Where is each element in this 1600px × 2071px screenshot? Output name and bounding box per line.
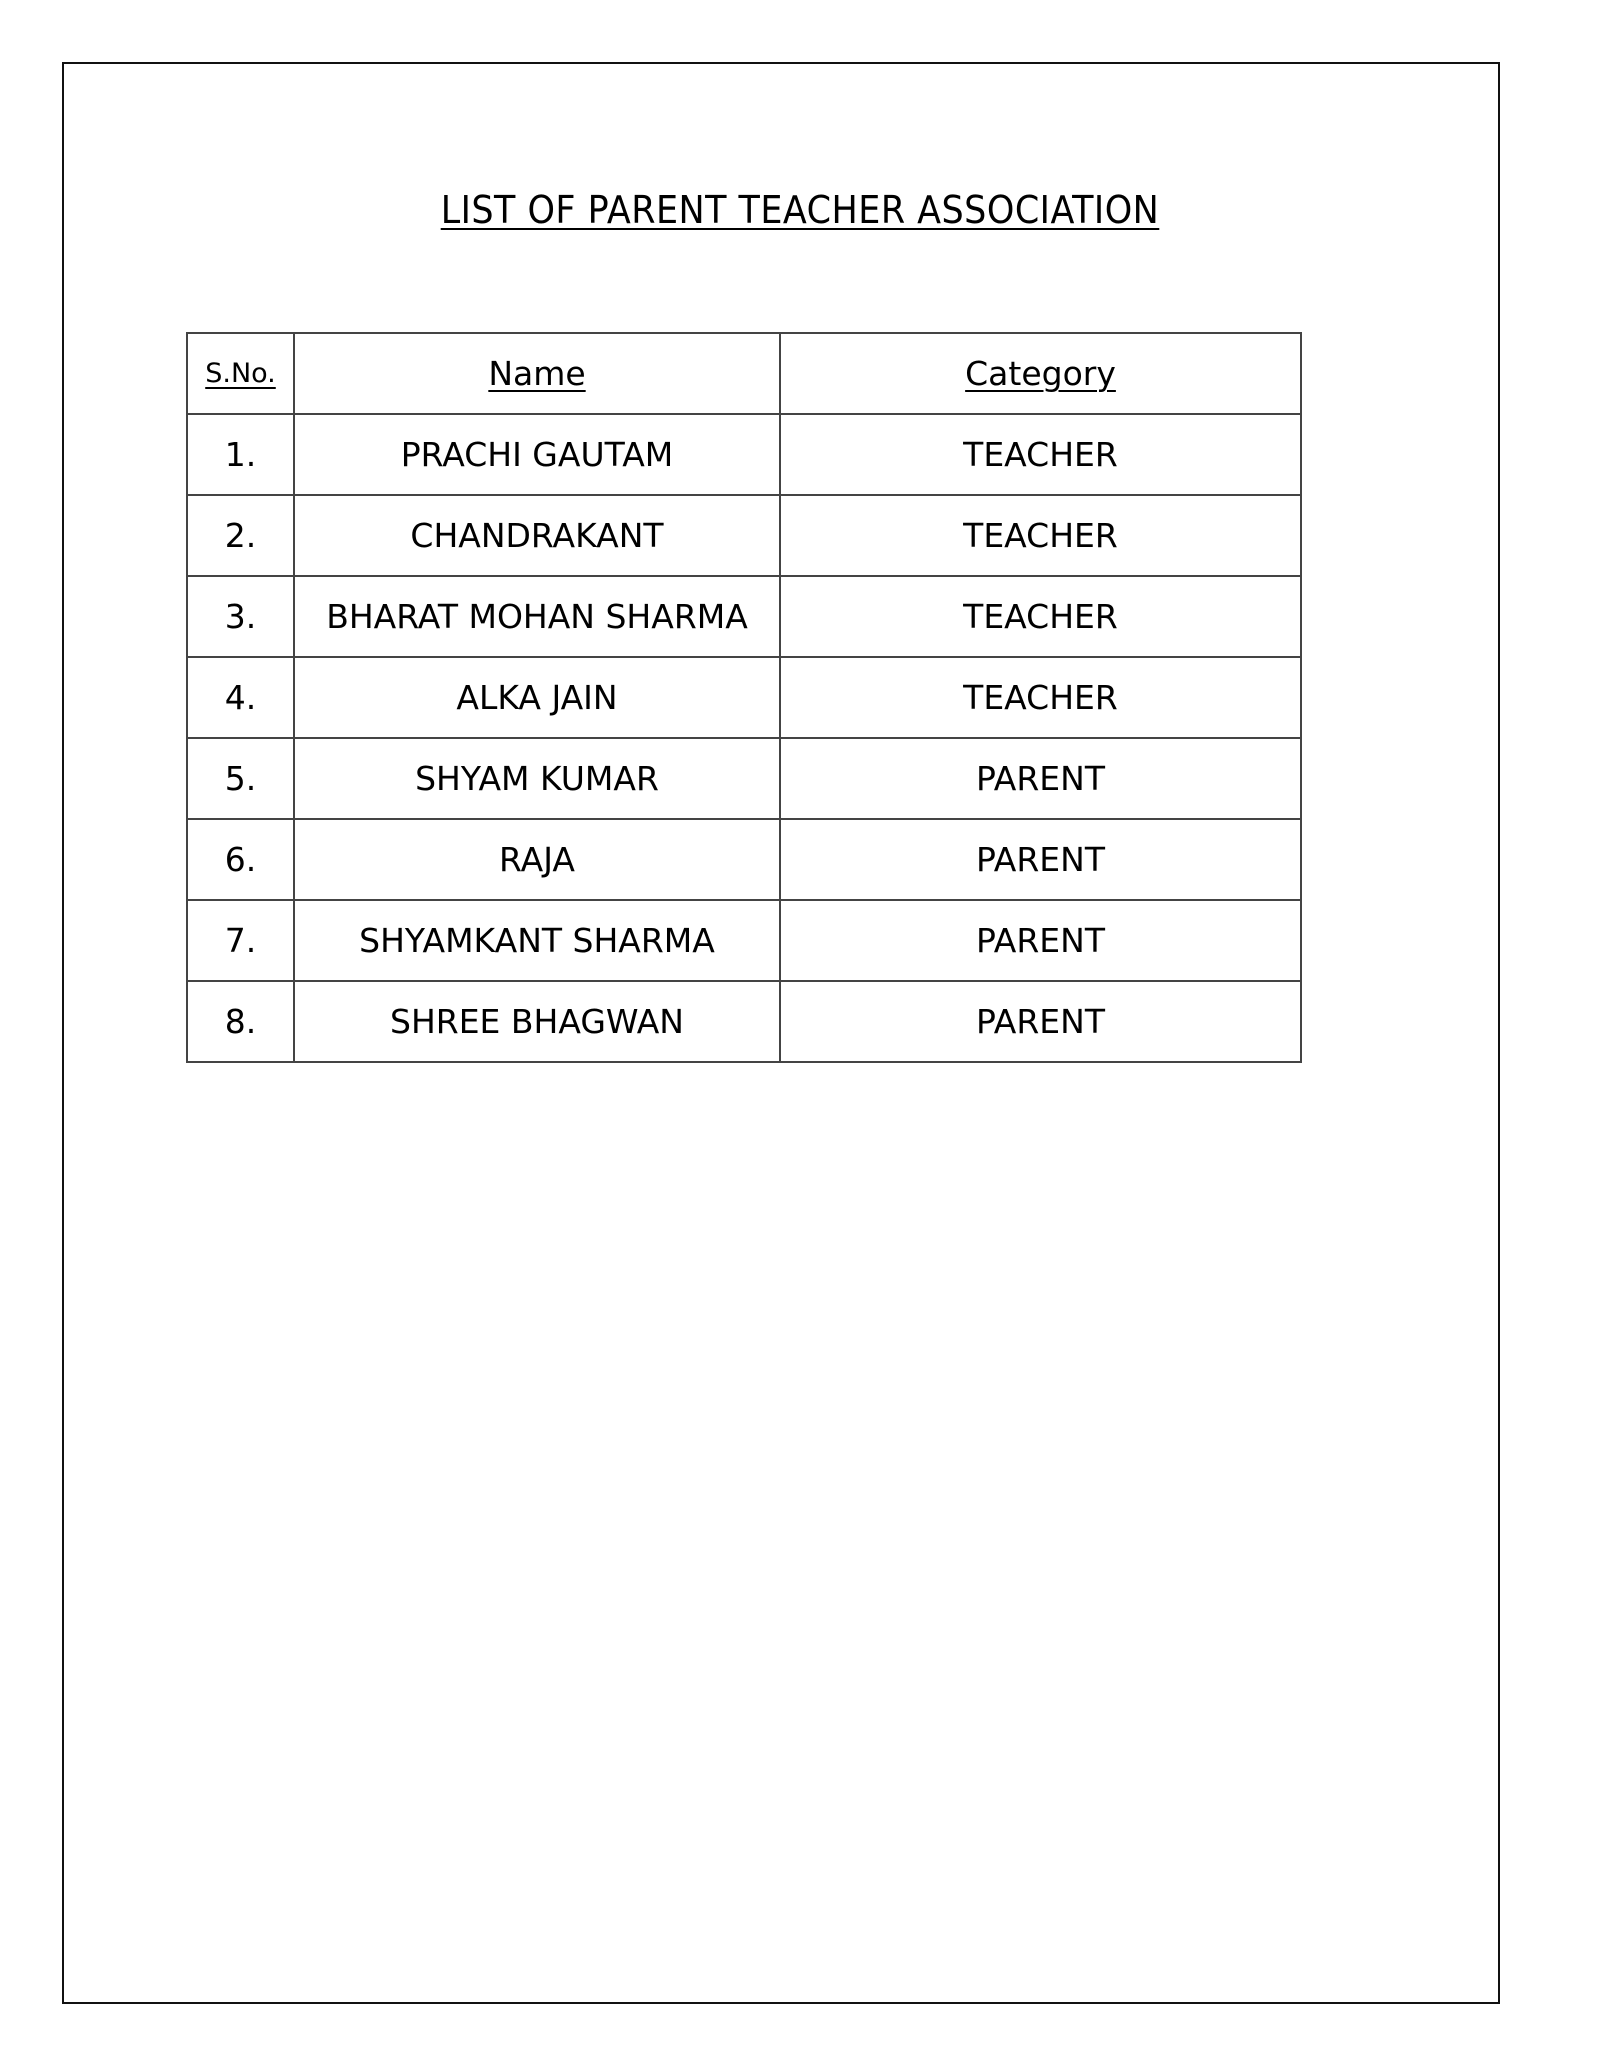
cell-name: CHANDRAKANT [294,495,780,576]
cell-name: BHARAT MOHAN SHARMA [294,576,780,657]
cell-name: ALKA JAIN [294,657,780,738]
header-category-label: Category [965,354,1116,393]
table-row [187,819,1301,900]
cell-sno: 5. [187,738,294,819]
table-row [187,495,1301,576]
table-row [187,414,1301,495]
cell-category: PARENT [780,819,1301,900]
cell-sno: 8. [187,981,294,1062]
cell-category: TEACHER [780,657,1301,738]
table-header-row [187,333,1301,414]
cell-category: TEACHER [780,576,1301,657]
page-title: LIST OF PARENT TEACHER ASSOCIATION [440,188,1160,232]
cell-sno: 3. [187,576,294,657]
cell-name: SHREE BHAGWAN [294,981,780,1062]
cell-name: PRACHI GAUTAM [294,414,780,495]
table-row [187,900,1301,981]
cell-sno: 7. [187,900,294,981]
header-sno [187,333,294,414]
cell-name: RAJA [294,819,780,900]
table-row [187,576,1301,657]
cell-category: TEACHER [780,414,1301,495]
header-category [780,333,1301,414]
header-name [294,333,780,414]
table-row [187,657,1301,738]
table-row [187,738,1301,819]
cell-sno: 4. [187,657,294,738]
cell-category: TEACHER [780,495,1301,576]
cell-sno: 6. [187,819,294,900]
table-row [187,981,1301,1062]
cell-category: PARENT [780,900,1301,981]
cell-name: SHYAM KUMAR [294,738,780,819]
cell-sno: 2. [187,495,294,576]
cell-name: SHYAMKANT SHARMA [294,900,780,981]
cell-category: PARENT [780,738,1301,819]
pta-table [186,332,1302,1063]
header-name-label: Name [488,354,586,393]
cell-sno: 1. [187,414,294,495]
cell-category: PARENT [780,981,1301,1062]
header-sno-label: S.No. [205,358,276,389]
